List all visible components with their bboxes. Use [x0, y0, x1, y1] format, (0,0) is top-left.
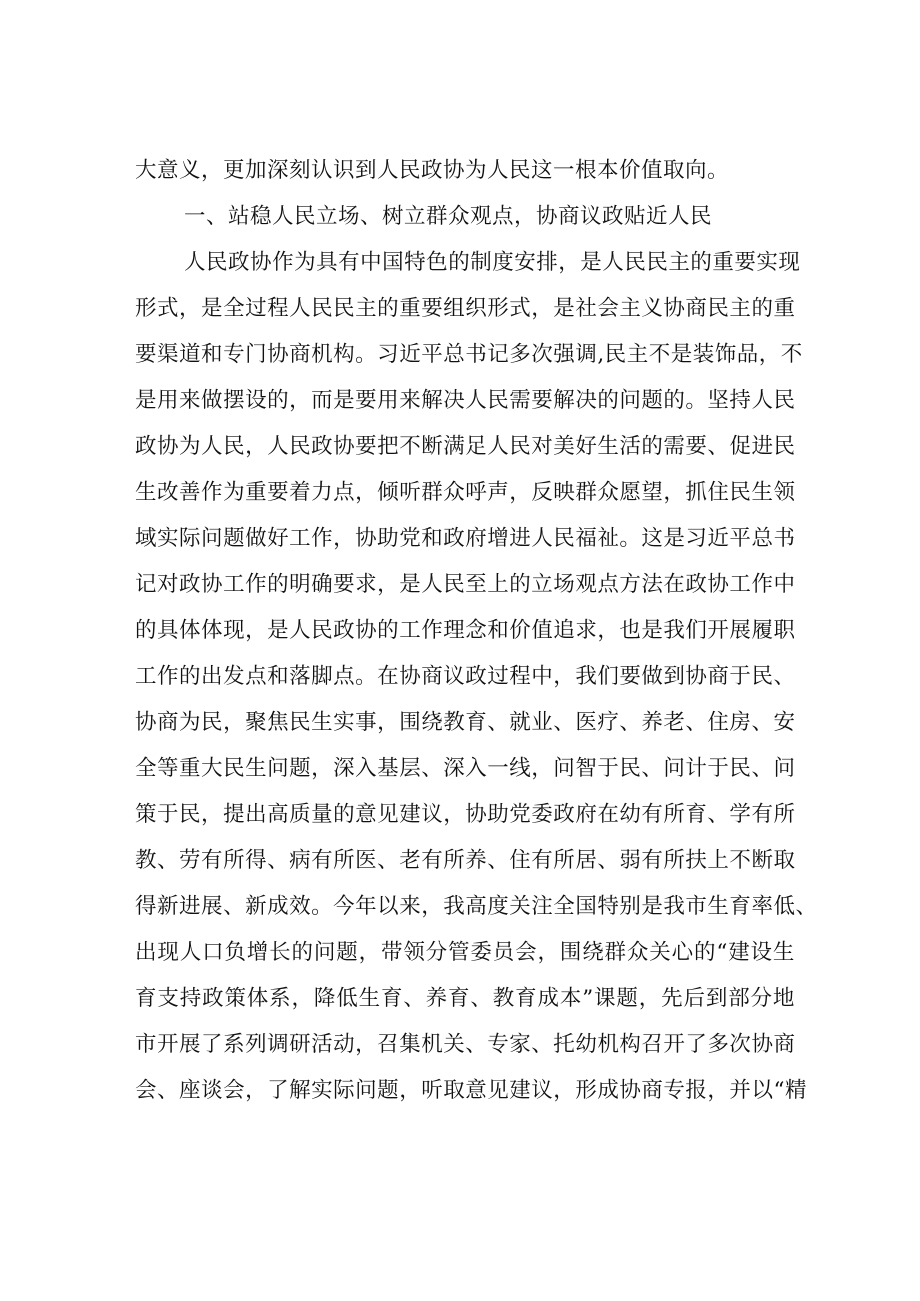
text-line: 市 开 展 了 系 列 调 研 活 动 ， 召 集 机 关 、 专 家 、 托 幼 机 构 召 开 了 多 次 协 商	[135, 1032, 796, 1057]
text-line: 协 商 为 民 ， 聚 焦 民 生 实 事 ， 围 绕 教 育 、 就 业 、 医 疗 、 养 老 、 住 房 、 安	[135, 710, 796, 735]
text-line: 会 、 座 谈 会 ， 了 解 实 际 问 题 ， 听 取 意 见 建 议 ， 形 成 协 商 专 报 ， 并 以 “ 精	[135, 1078, 807, 1103]
text-line: 大意义，更加深刻认识到人民政协为人民这一根本价值取向。	[135, 158, 730, 183]
text-line: 全 等 重 大 民 生 问 题 ， 深 入 基 层 、 深 入 一 线 ， 问 智 于 民 、 问 计 于 民 、 问	[135, 756, 796, 781]
document-body	[135, 148, 818, 1114]
text-line: 育 支 持 政 策 体 系 ， 降 低 生 育 、 养 育 、 教 育 成 本 ” 课 题 ， 先 后 到 部 分 地	[135, 986, 795, 1011]
text-line: 要 渠 道 和 专 门 协 商 机 构 。 习 近 平 总 书 记 多 次 强 调 , 民 主 不 是 装 饰 品 ， 不	[135, 342, 803, 367]
text-line: 人 民 政 协 作 为 具 有 中 国 特 色 的 制 度 安 排 ， 是 人 民 民 主 的 重 要 实 现	[184, 250, 801, 275]
text-line: 得 新 进 展 、 新 成 效 。 今 年 以 来 ， 我 高 度 关 注 全 国 特 别 是 我 市 生 育 率 低 、	[135, 894, 818, 919]
text-line: 形 式 ， 是 全 过 程 人 民 民 主 的 重 要 组 织 形 式 ， 是 社 会 主 义 协 商 民 主 的 重	[135, 296, 796, 321]
text-line: 的 具 体 体 现 ， 是 人 民 政 协 的 工 作 理 念 和 价 值 追 求 ， 也 是 我 们 开 展 履 职	[135, 618, 796, 643]
section-heading: 一、站稳人民立场、树立群众观点，协商议政贴近人民	[184, 204, 713, 229]
text-line: 工 作 的 出 发 点 和 落 脚 点 。 在 协 商 议 政 过 程 中 ， 我 们 要 做 到 协 商 于 民 、	[135, 664, 796, 689]
text-line: 域 实 际 问 题 做 好 工 作 ， 协 助 党 和 政 府 增 进 人 民 福 祉 。 这 是 习 近 平 总 书	[135, 526, 796, 551]
text-line: 政 协 为 人 民 ， 人 民 政 协 要 把 不 断 满 足 人 民 对 美 好 生 活 的 需 要 、 促 进 民	[135, 434, 796, 459]
text-line: 是 用 来 做 摆 设 的 ， 而 是 要 用 来 解 决 人 民 需 要 解 决 的 问 题 的 。 坚 持 人 民	[135, 388, 796, 413]
text-line: 记 对 政 协 工 作 的 明 确 要 求 ， 是 人 民 至 上 的 立 场 观 点 方 法 在 政 协 工 作 中	[135, 572, 796, 597]
text-line: 教 、 劳 有 所 得 、 病 有 所 医 、 老 有 所 养 、 住 有 所 居 、 弱 有 所 扶 上 不 断 取	[135, 848, 796, 873]
text-line: 生 改 善 作 为 重 要 着 力 点 ， 倾 听 群 众 呼 声 ， 反 映 群 众 愿 望 ， 抓 住 民 生 领	[135, 480, 796, 505]
text-line: 策 于 民 ， 提 出 高 质 量 的 意 见 建 议 ， 协 助 党 委 政 府 在 幼 有 所 育 、 学 有 所	[135, 802, 796, 827]
text-line: 出 现 人 口 负 增 长 的 问 题 ， 带 领 分 管 委 员 会 ， 围 绕 群 众 关 心 的 “ 建 设 生	[135, 940, 795, 965]
